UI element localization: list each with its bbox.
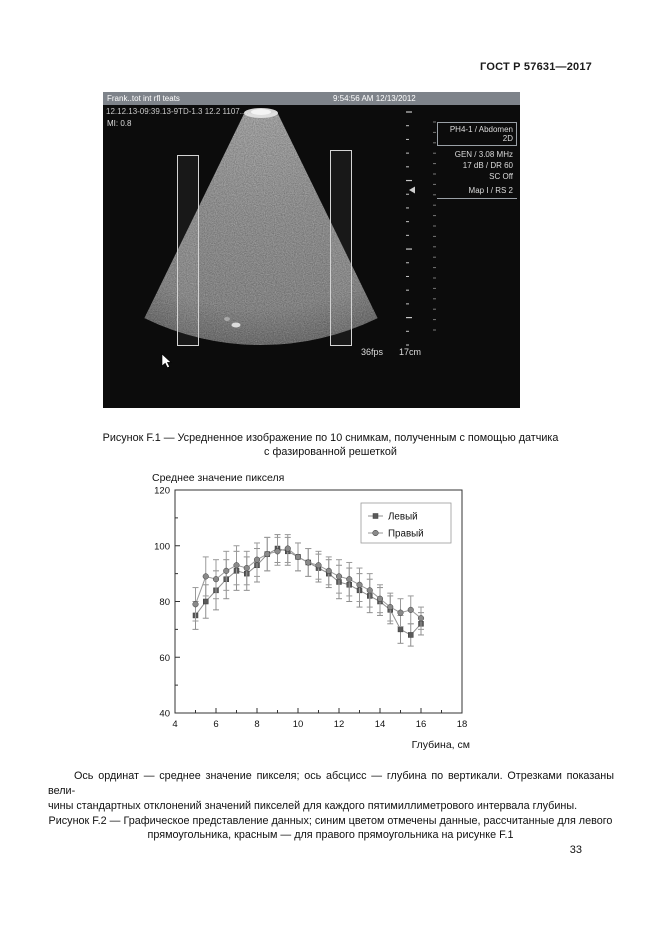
mi-label: MI: 0.8 [107, 119, 132, 128]
figure2-note [48, 769, 614, 814]
scan-settings-panel [437, 122, 517, 199]
svg-text:6: 6 [213, 719, 219, 730]
figure2-note-line-1: Ось ординат — среднее значение пикселя; ось абсцисс — глубина по вертикали. Отрезками показаны вели- [48, 770, 614, 797]
ultrasound-figure [103, 92, 520, 408]
chart-y-axis-title: Среднее значение пикселя [152, 472, 285, 484]
figure1-caption-line-2: с фазированной решеткой [264, 446, 397, 458]
bright-echo-spot-2 [224, 317, 230, 321]
map-setting-label: Map I / RS 2 [437, 184, 517, 199]
datetime-label: 9:54:56 AM 12/13/2012 [333, 94, 416, 103]
svg-text:Правый: Правый [388, 528, 424, 540]
study-label: Frank..tot int rfl teats [107, 94, 180, 103]
figure1-caption-line-1: Рисунок F.1 — Усредненное изображение по 10 снимкам, полученным с помощью датчика [102, 432, 559, 444]
probe-info-box-line-1: PH4-1 / Abdomen [449, 125, 513, 134]
probe-info-box-line-2: 2D [502, 134, 513, 143]
frame-rate-label: 36fps [361, 347, 384, 357]
svg-text:80: 80 [159, 597, 170, 608]
near-field-bright-core [251, 109, 271, 115]
figure1-caption [0, 431, 661, 459]
svg-text:40: 40 [159, 708, 170, 720]
scan-settings-lines [437, 150, 517, 181]
svg-text:18: 18 [456, 719, 468, 730]
probe-info-box [437, 122, 517, 146]
ultrasound-title-bar [103, 92, 520, 105]
figure2-caption-line-1: Рисунок F.2 — Графическое представление данных; синим цветом отмечены данные, рассчитанные для левого [48, 815, 613, 827]
svg-text:10: 10 [292, 719, 304, 730]
figure2-note-line-2: чины стандартных отклонений значений пикселей для каждого пятимиллиметрового интервала глубины. [48, 800, 578, 812]
depth-ruler [406, 112, 436, 345]
page-number: 33 [569, 844, 582, 856]
bright-echo-spot [232, 323, 241, 328]
series-Правый [193, 535, 425, 630]
figure2-caption-line-2: прямоугольника, красным — для правого прямоугольника на рисунке F.1 [147, 829, 514, 841]
scan-settings-lines-line-2: 17 dB / DR 60 [462, 161, 513, 170]
svg-text:60: 60 [159, 652, 170, 664]
figure2-caption [0, 814, 661, 842]
scan-info-line: 12.12.13-09:39.13-9TD-1.3 12.2 1107.... [106, 107, 249, 116]
scan-settings-lines-line-3: SC Off [489, 172, 513, 181]
focus-marker-icon [409, 187, 415, 194]
svg-text:8: 8 [254, 719, 260, 730]
depth-label: 17cm [399, 347, 422, 357]
document-header: ГОСТ Р 57631—2017 [480, 61, 592, 73]
figure2-chart [137, 486, 489, 768]
svg-text:100: 100 [154, 541, 170, 553]
svg-text:16: 16 [415, 719, 427, 730]
svg-text:14: 14 [374, 719, 386, 730]
mouse-cursor-icon [162, 354, 171, 368]
svg-text:Левый: Левый [388, 511, 418, 523]
chart-x-axis-title: Глубина, см [411, 739, 470, 751]
svg-text:120: 120 [154, 486, 170, 497]
svg-text:12: 12 [333, 719, 345, 730]
chart-legend [361, 503, 451, 543]
svg-text:4: 4 [172, 719, 178, 730]
scan-settings-lines-line-1: GEN / 3.08 MHz [454, 150, 513, 159]
